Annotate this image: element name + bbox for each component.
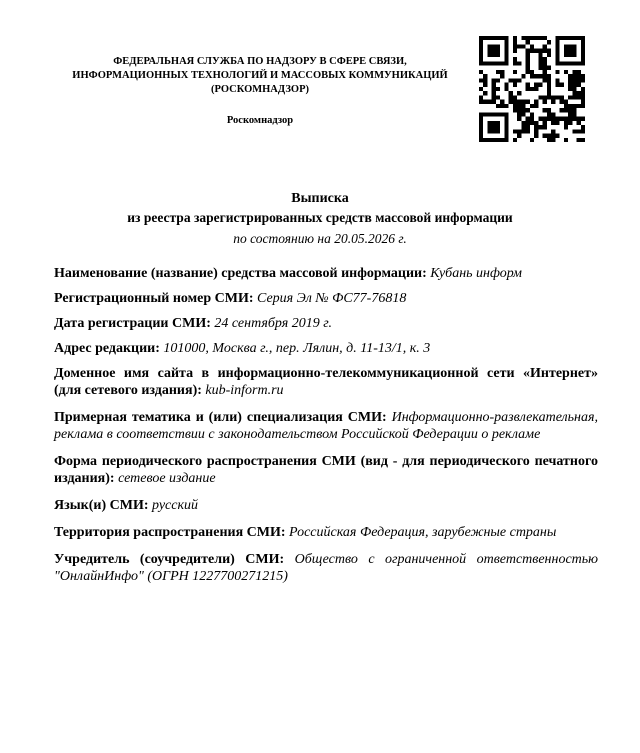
field-founder xyxy=(54,551,598,585)
field-value: русский xyxy=(152,498,199,513)
field-language xyxy=(54,497,598,514)
field-media-name xyxy=(54,265,598,282)
field-value: 24 сентября 2019 г. xyxy=(214,316,332,331)
document-title: Выписка xyxy=(291,191,349,206)
field-distribution-form xyxy=(54,453,598,487)
agency-short-name: Роскомнадзор xyxy=(226,115,294,126)
field-label: Форма периодического распространения СМИ (вид - для периодического печатного издания): xyxy=(54,454,598,486)
field-address xyxy=(54,340,598,357)
document-subtitle: из реестра зарегистрированных средств массовой информации xyxy=(127,210,513,225)
field-value: Кубань информ xyxy=(430,266,522,281)
field-label: Доменное имя сайта в информационно-телекоммуникационной сети «Интернет» (для сетевого издания): xyxy=(54,366,598,398)
registry-fields xyxy=(54,265,598,593)
field-value: Серия Эл № ФС77-76818 xyxy=(257,291,407,306)
qr-code-icon xyxy=(479,36,585,142)
field-value: kub-inform.ru xyxy=(205,383,284,398)
field-value: Информационно-развлекательная, реклама в соответствии с законодательством Российской Федерации о рекламе xyxy=(54,410,598,442)
field-label: Наименование (название) средства массовой информации: xyxy=(54,266,427,281)
field-label: Примерная тематика и (или) специализация СМИ: xyxy=(54,410,387,425)
agency-name-line-3: (РОСКОМНАДЗОР) xyxy=(210,84,309,95)
field-value: Российская Федерация, зарубежные страны xyxy=(289,525,557,540)
field-value: 101000, Москва г., пер. Лялин, д. 11-13/1, к. 3 xyxy=(163,341,431,356)
agency-name-line-1: ФЕДЕРАЛЬНАЯ СЛУЖБА ПО НАДЗОРУ В СФЕРЕ СВЯЗИ, xyxy=(113,56,407,67)
field-topics xyxy=(54,409,598,443)
field-label: Территория распространения СМИ: xyxy=(54,525,286,540)
field-label: Адрес редакции: xyxy=(54,341,160,356)
document-date: по состоянию на 20.05.2026 г. xyxy=(233,231,407,246)
field-label: Регистрационный номер СМИ: xyxy=(54,291,254,306)
document-heading xyxy=(0,189,640,248)
field-territory xyxy=(54,524,598,541)
agency-name-line-2: ИНФОРМАЦИОННЫХ ТЕХНОЛОГИЙ И МАССОВЫХ КОММУНИКАЦИЙ xyxy=(72,70,448,81)
field-value: сетевое издание xyxy=(118,471,216,486)
agency-header xyxy=(50,55,470,126)
field-domain xyxy=(54,365,598,399)
field-label: Учредитель (соучредители) СМИ: xyxy=(54,552,285,567)
field-reg-date xyxy=(54,315,598,332)
field-value: Общество с ограниченной ответственностью "ОнлайнИнфо" (ОГРН 1227700271215) xyxy=(54,552,599,584)
field-label: Язык(и) СМИ: xyxy=(54,498,149,513)
field-label: Дата регистрации СМИ: xyxy=(54,316,211,331)
field-reg-number xyxy=(54,290,598,307)
